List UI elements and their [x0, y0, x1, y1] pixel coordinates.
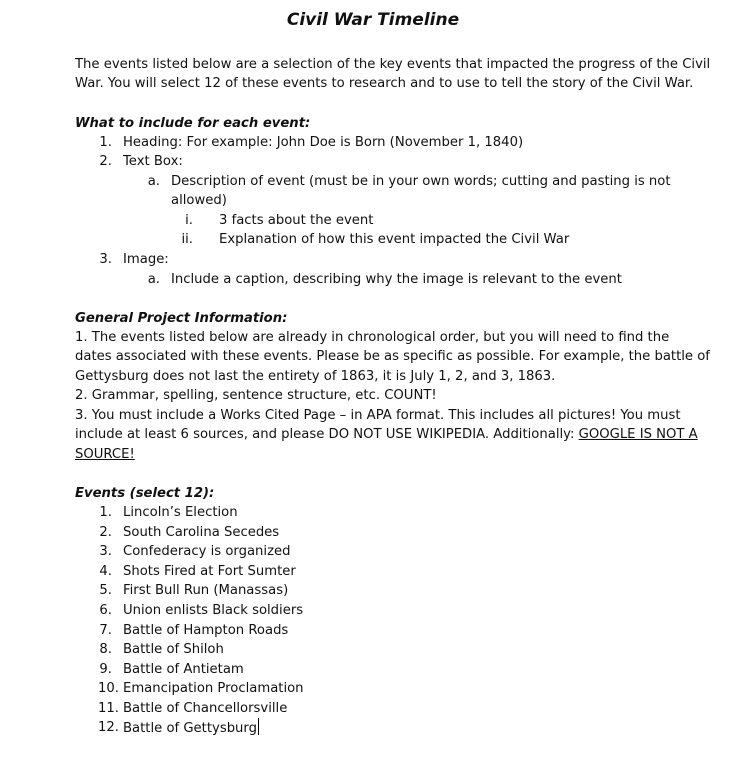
event-item: Shots Fired at Fort Sumter [123, 564, 296, 579]
event-item: Battle of Chancellorsville [123, 701, 288, 716]
general-line-text: include at least 6 sources, and please DO NOT USE WIKIPEDIA. Additionally: [75, 427, 579, 442]
event-number: 8. [99, 642, 112, 657]
list-roman: ii. [181, 232, 193, 247]
text-cursor [258, 718, 259, 735]
events-heading: Events (select 12): [75, 486, 215, 501]
event-number: 5. [99, 583, 112, 598]
event-item: First Bull Run (Manassas) [123, 583, 289, 598]
list-item: Heading: For example: John Doe is Born (November 1, 1840) [123, 135, 524, 150]
intro-line: The events listed below are a selection of the key events that impacted the progress of the Civil [75, 57, 711, 72]
intro-line: War. You will select 12 of these events to research and to use to tell the story of the Civil War. [75, 76, 694, 91]
page-title: Civil War Timeline [286, 10, 460, 30]
google-warning: GOOGLE IS NOT A [578, 427, 698, 442]
event-number: 10. [98, 681, 119, 696]
list-roman: i. [185, 213, 193, 228]
list-item: 3 facts about the event [219, 213, 374, 228]
event-number: 4. [99, 564, 112, 579]
event-number: 7. [99, 623, 112, 638]
list-item: Image: [123, 252, 169, 267]
list-item: Description of event (must be in your own words; cutting and pasting is not [171, 174, 671, 189]
event-item: Lincoln’s Election [123, 505, 238, 520]
event-item: Union enlists Black soldiers [123, 603, 304, 618]
general-heading: General Project Information: [75, 311, 288, 326]
list-letter: a. [147, 272, 160, 287]
list-number: 1. [99, 135, 112, 150]
general-line: 2. Grammar, spelling, sentence structure, etc. COUNT! [75, 388, 437, 403]
list-item: Explanation of how this event impacted the Civil War [219, 232, 570, 247]
event-item: South Carolina Secedes [123, 525, 280, 540]
event-number: 3. [99, 544, 112, 559]
general-line: SOURCE! [75, 447, 135, 462]
general-line: dates associated with these events. Please be as specific as possible. For example, the battle of [75, 349, 710, 364]
list-item-continued: allowed) [171, 193, 227, 208]
event-number: 12. [98, 720, 119, 735]
event-number: 11. [98, 701, 119, 716]
event-item: Battle of Shiloh [123, 642, 224, 657]
general-line: 3. You must include a Works Cited Page – in APA format. This includes all pictures! You must [75, 408, 681, 423]
general-line: 1. The events listed below are already in chronological order, but you will need to find the [75, 330, 670, 345]
event-item: Battle of Hampton Roads [123, 623, 289, 638]
event-item: Battle of Antietam [123, 662, 244, 677]
event-item[interactable] [123, 718, 259, 739]
list-item: Text Box: [123, 154, 183, 169]
list-item: Include a caption, describing why the image is relevant to the event [171, 272, 622, 287]
event-number: 1. [99, 505, 112, 520]
event-item: Emancipation Proclamation [123, 681, 304, 696]
general-line [75, 425, 698, 445]
include-heading: What to include for each event: [75, 116, 311, 131]
list-number: 2. [99, 154, 112, 169]
event-item-text: Battle of Gettysburg [123, 721, 257, 736]
list-number: 3. [99, 252, 112, 267]
event-number: 2. [99, 525, 112, 540]
event-number: 6. [99, 603, 112, 618]
event-item: Confederacy is organized [123, 544, 291, 559]
general-line: Gettysburg does not last the entirety of 1863, it is July 1, 2, and 3, 1863. [75, 369, 556, 384]
event-number: 9. [99, 662, 112, 677]
list-letter: a. [147, 174, 160, 189]
